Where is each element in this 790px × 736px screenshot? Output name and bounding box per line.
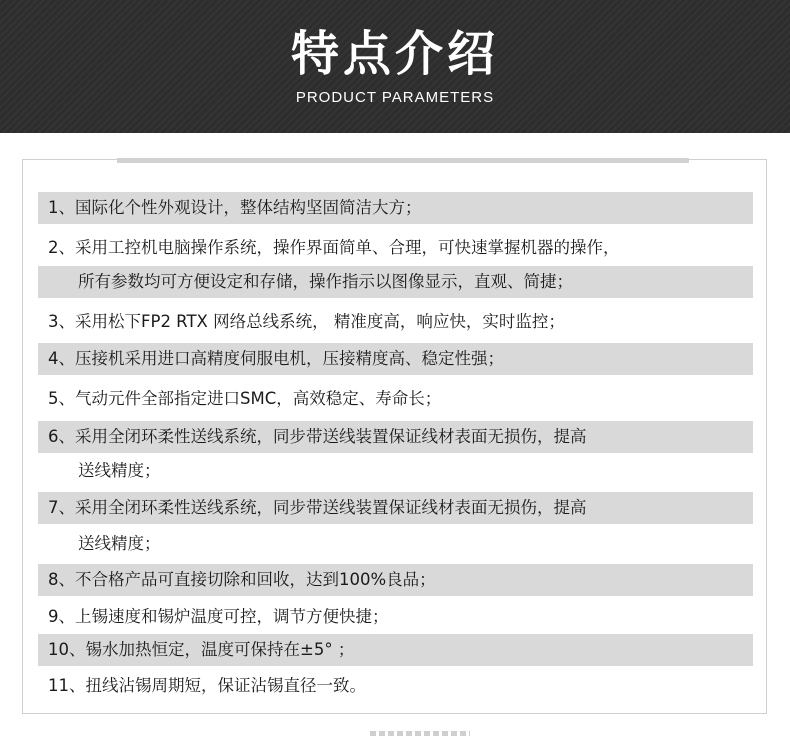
feature-item-1: 1、国际化个性外观设计，整体结构坚固简洁大方； [38, 192, 753, 224]
page-title: 特点介绍 [290, 26, 499, 82]
feature-item-7: 7、采用全闭环柔性送线系统，同步带送线装置保证线材表面无损伤，提高 [38, 492, 753, 524]
feature-item-4: 4、压接机采用进口高精度伺服电机，压接精度高、稳定性强； [38, 343, 753, 375]
page-subtitle: PRODUCT PARAMETERS [295, 89, 495, 106]
feature-item-11: 11、扭线沾锡周期短，保证沾锡直径一致。 [48, 676, 366, 695]
feature-item-6-cont: 送线精度； [78, 461, 161, 480]
feature-item-2-cont: 所有参数均可方便设定和存储，操作指示以图像显示，直观、简捷； [38, 266, 753, 298]
feature-item-3: 3、采用松下FP2 RTX 网络总线系统， 精准度高，响应快，实时监控； [48, 312, 565, 331]
feature-item-8: 8、不合格产品可直接切除和回收，达到100%良品； [38, 564, 753, 596]
feature-item-10: 10、锡水加热恒定，温度可保持在±5° ； [38, 634, 753, 666]
header-banner [0, 0, 790, 133]
feature-item-2: 2、采用工控机电脑操作系统，操作界面简单、合理，可快速掌握机器的操作， [48, 238, 620, 257]
feature-item-7-cont: 送线精度； [78, 534, 161, 553]
divider-bar [117, 158, 689, 163]
feature-item-5: 5、气动元件全部指定进口SMC，高效稳定、寿命长； [48, 389, 442, 408]
feature-item-6: 6、采用全闭环柔性送线系统，同步带送线装置保证线材表面无损伤，提高 [38, 421, 753, 453]
decorative-dots [370, 731, 470, 736]
feature-item-9: 9、上锡速度和锡炉温度可控，调节方便快捷； [48, 607, 389, 626]
